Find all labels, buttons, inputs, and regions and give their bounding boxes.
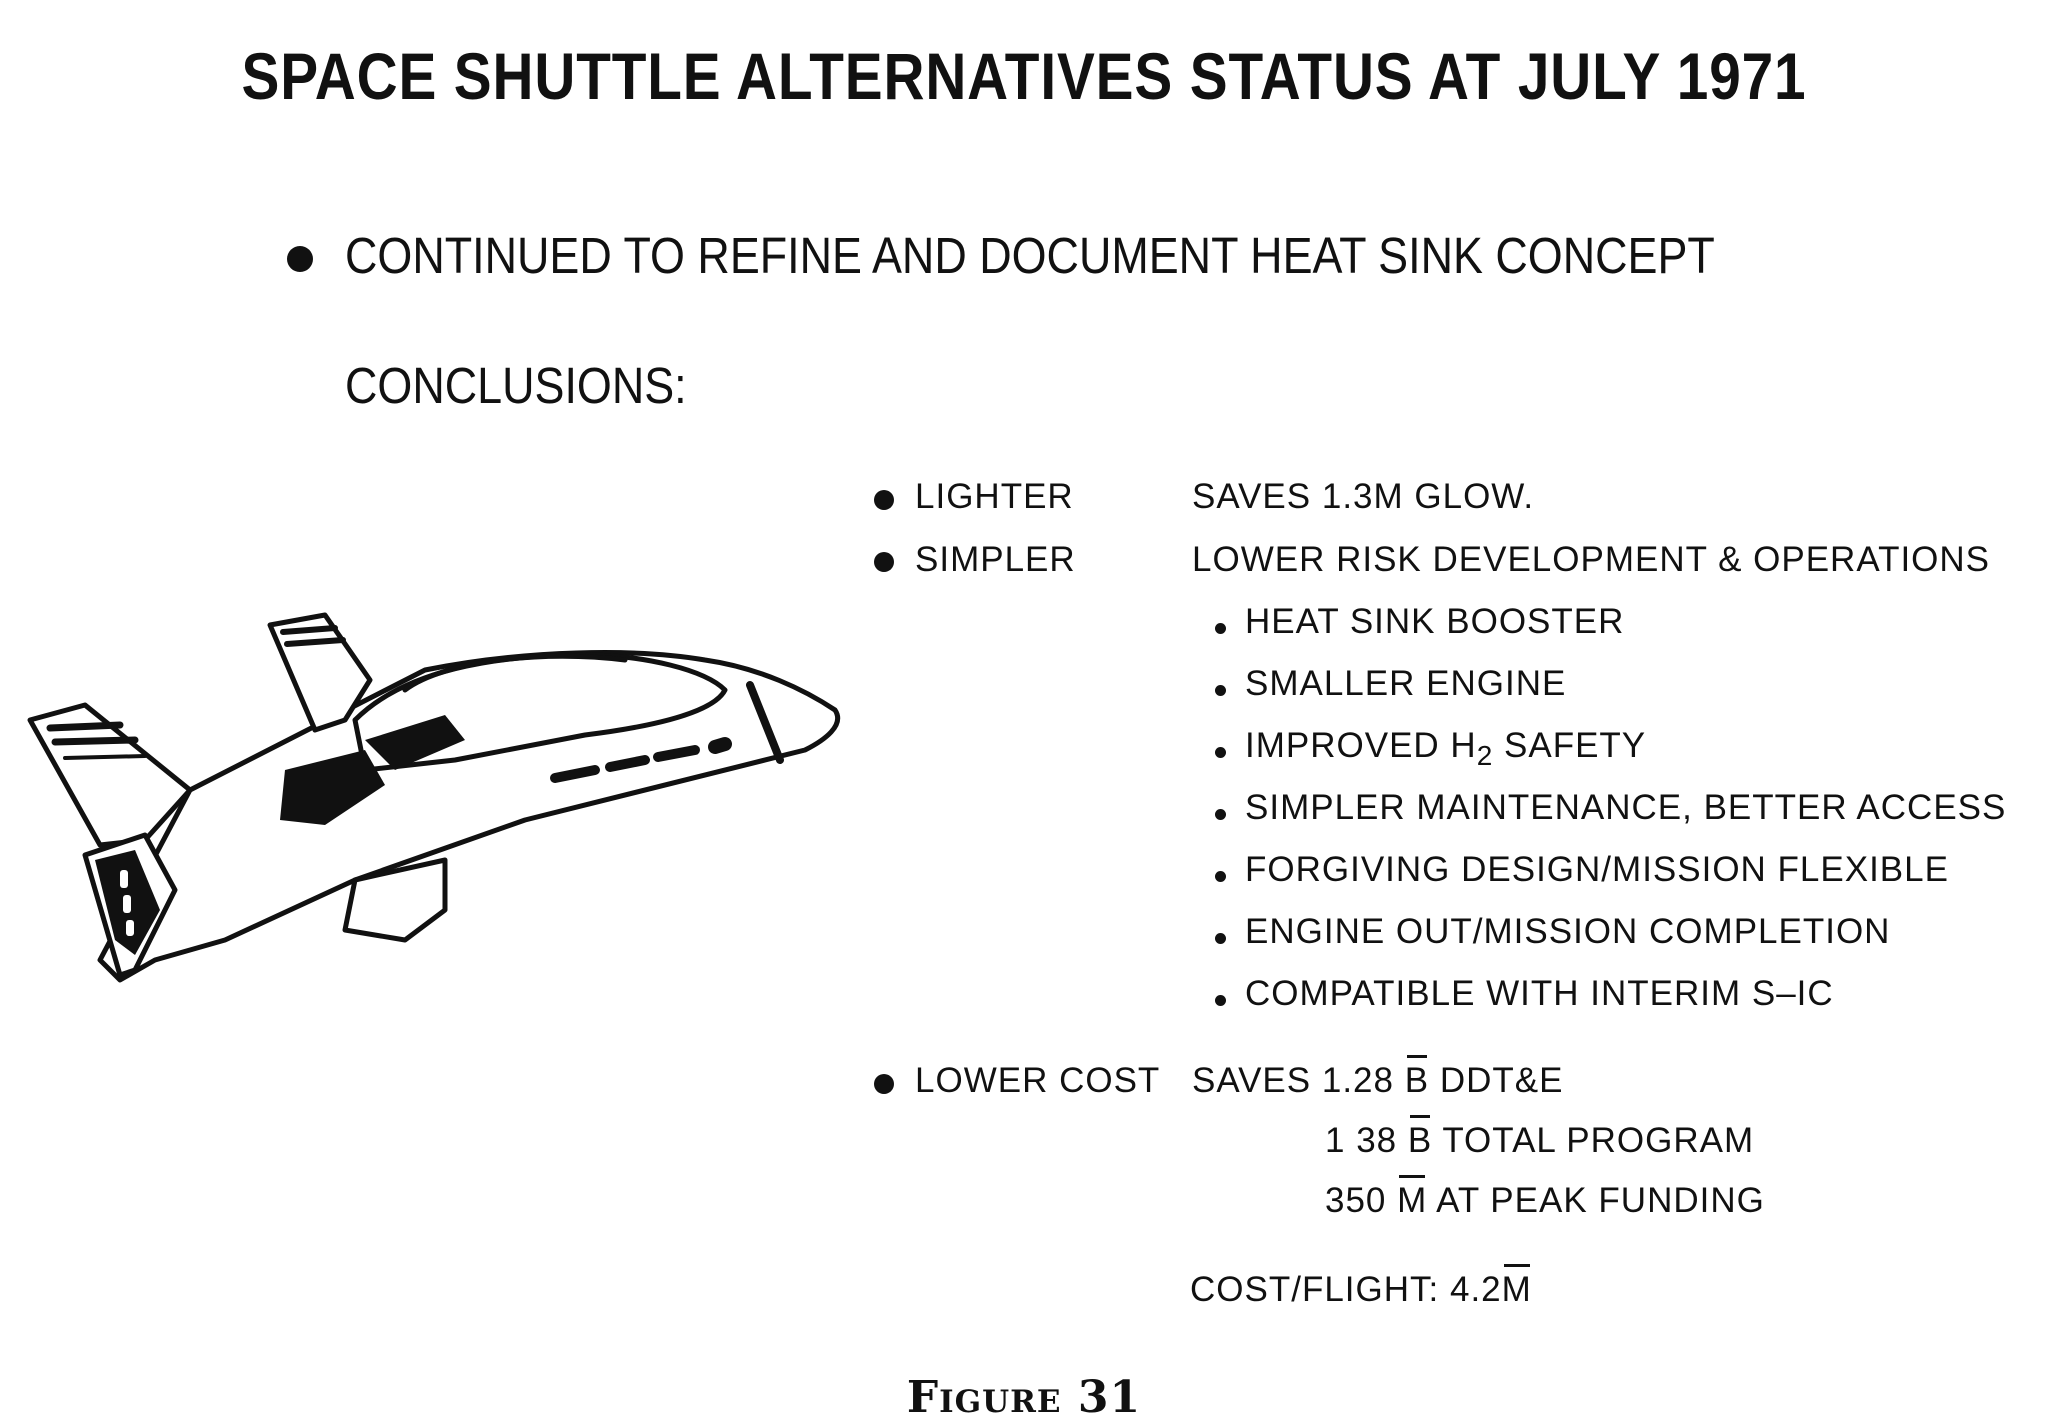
cost-per-flight	[1190, 1270, 1532, 1310]
lower-cost-label: LOWER COST	[915, 1061, 1161, 1100]
sub-bullet	[1215, 685, 1226, 696]
sub-bullet	[1215, 809, 1226, 820]
ddte-unit: B	[1404, 1061, 1430, 1100]
sub-bullet	[1215, 747, 1226, 758]
ddte-prefix: SAVES 1.28	[1192, 1061, 1394, 1100]
lighter-label: LIGHTER	[915, 477, 1074, 516]
sub-bullet	[1215, 995, 1226, 1006]
h2-subscript: 2	[1476, 740, 1494, 771]
lighter-value: SAVES 1.3M GLOW.	[1192, 477, 1535, 516]
sub-bullet	[1215, 933, 1226, 944]
sub-item-forgiving-design: FORGIVING DESIGN/MISSION FLEXIBLE	[1245, 850, 1949, 889]
cost-flight-value: 4.2	[1449, 1270, 1502, 1309]
simpler-bullet	[874, 552, 894, 572]
sub-item-simpler-maintenance: SIMPLER MAINTENANCE, BETTER ACCESS	[1245, 788, 2007, 827]
sub-item-compatible-s-ic: COMPATIBLE WITH INTERIM S–IC	[1245, 974, 1834, 1013]
peak-suffix: AT PEAK FUNDING	[1436, 1181, 1765, 1220]
ddte-suffix: DDT&E	[1439, 1061, 1564, 1100]
shuttle-illustration	[25, 610, 865, 990]
figure-caption: Figure 31	[906, 1372, 1142, 1423]
page-title: SPACE SHUTTLE ALTERNATIVES STATUS AT JULY 1971	[241, 39, 1807, 113]
h2-text: IMPROVED H	[1245, 726, 1477, 765]
sub-item-engine-out: ENGINE OUT/MISSION COMPLETION	[1245, 912, 1891, 951]
total-unit: B	[1407, 1121, 1433, 1160]
sub-item-heat-sink-booster: HEAT SINK BOOSTER	[1245, 602, 1625, 641]
sub-item-improved-h2-safety	[1245, 726, 1646, 772]
peak-unit: M	[1397, 1181, 1428, 1220]
lower-cost-total	[1325, 1121, 1754, 1161]
simpler-value: LOWER RISK DEVELOPMENT & OPERATIONS	[1192, 540, 1991, 579]
simpler-label: SIMPLER	[915, 540, 1076, 579]
lower-cost-ddte	[1192, 1061, 1563, 1101]
lighter-bullet	[874, 490, 894, 510]
conclusions-label: CONCLUSIONS:	[345, 357, 687, 414]
total-suffix: TOTAL PROGRAM	[1442, 1121, 1755, 1160]
cost-flight-unit: M	[1501, 1270, 1532, 1309]
peak-prefix: 350	[1325, 1181, 1387, 1220]
lower-cost-bullet	[874, 1074, 894, 1094]
cost-flight-label: COST/FLIGHT:	[1190, 1270, 1440, 1309]
headline-bullet	[287, 246, 313, 272]
sub-bullet	[1215, 623, 1226, 634]
total-prefix: 1 38	[1325, 1121, 1398, 1160]
sub-bullet	[1215, 871, 1226, 882]
h2-suffix: SAFETY	[1504, 726, 1647, 765]
headline-text: CONTINUED TO REFINE AND DOCUMENT HEAT SINK CONCEPT	[345, 227, 1715, 284]
lower-cost-peak	[1325, 1181, 1765, 1221]
sub-item-smaller-engine: SMALLER ENGINE	[1245, 664, 1567, 703]
